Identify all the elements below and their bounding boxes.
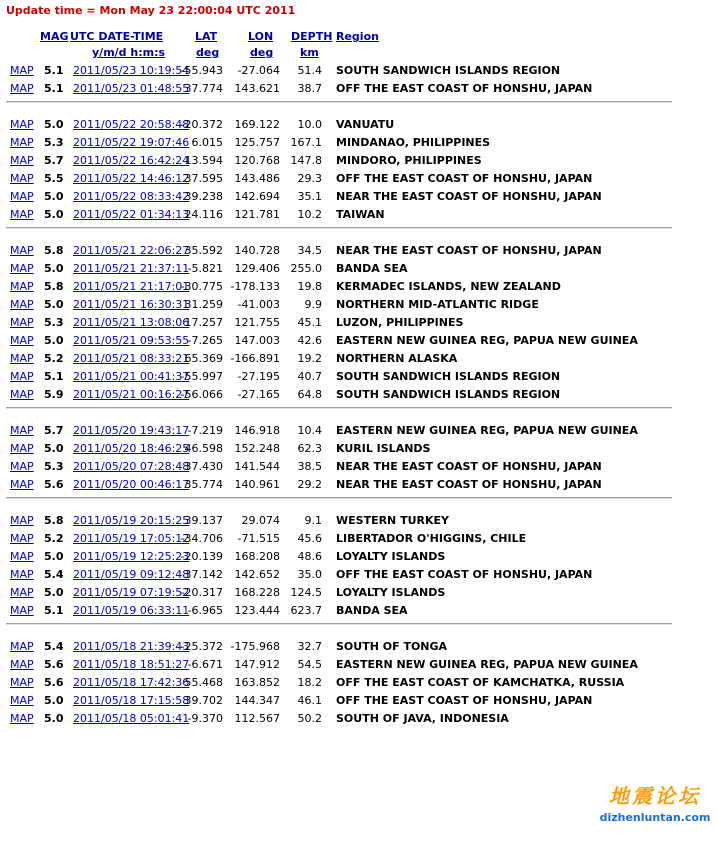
map-link[interactable]: MAP (10, 136, 34, 149)
map-link[interactable]: MAP (10, 370, 34, 383)
table-row (0, 658, 717, 676)
magnitude: 5.6 (44, 658, 64, 671)
depth: 255.0 (290, 262, 322, 275)
map-link[interactable]: MAP (10, 640, 34, 653)
depth: 35.0 (297, 568, 322, 581)
magnitude: 5.7 (44, 154, 64, 167)
depth-unit-link[interactable]: km (300, 46, 319, 59)
group-separator (0, 406, 717, 424)
depth: 29.3 (297, 172, 322, 185)
table-row (0, 604, 717, 622)
datetime-link[interactable]: 2011/05/19 12:25:23 (73, 550, 190, 563)
latitude: 13.594 (184, 154, 223, 167)
latitude: 39.137 (184, 514, 223, 527)
map-link[interactable]: MAP (10, 514, 34, 527)
depth: 32.7 (297, 640, 322, 653)
table-row (0, 136, 717, 154)
table-row (0, 532, 717, 550)
table-row (0, 118, 717, 136)
latitude: -30.775 (180, 280, 223, 293)
magnitude: 5.6 (44, 478, 64, 491)
longitude: 141.544 (234, 460, 280, 473)
datetime-link[interactable]: 2011/05/21 00:16:27 (73, 388, 190, 401)
region: NORTHERN ALASKA (336, 352, 458, 365)
depth: 10.2 (297, 208, 322, 221)
latitude: 37.774 (184, 82, 223, 95)
longitude: 121.781 (234, 208, 280, 221)
table-row (0, 370, 717, 388)
table-row (0, 676, 717, 694)
datetime-link[interactable]: 2011/05/20 00:46:17 (73, 478, 190, 491)
magnitude: 5.9 (44, 388, 64, 401)
map-link[interactable]: MAP (10, 82, 34, 95)
map-link[interactable]: MAP (10, 658, 34, 671)
depth: 45.6 (297, 532, 322, 545)
region: VANUATU (336, 118, 395, 131)
region: SOUTH SANDWICH ISLANDS REGION (336, 64, 561, 77)
day-group (0, 118, 717, 226)
depth-header-link[interactable]: DEPTH (291, 30, 333, 43)
watermark-cn: 地震论坛 (609, 784, 701, 808)
depth: 18.2 (297, 676, 322, 689)
magnitude: 5.8 (44, 244, 64, 257)
latitude: 65.369 (184, 352, 223, 365)
datetime-link[interactable]: 2011/05/23 10:19:54 (73, 64, 190, 77)
datetime-link[interactable]: 2011/05/21 21:37:11 (73, 262, 190, 275)
longitude: 142.694 (234, 190, 280, 203)
longitude: 129.406 (234, 262, 280, 275)
magnitude: 5.3 (44, 316, 64, 329)
map-link[interactable]: MAP (10, 694, 34, 707)
longitude: -175.968 (230, 640, 280, 653)
depth: 50.2 (297, 712, 322, 725)
magnitude: 5.1 (44, 64, 64, 77)
table-row (0, 424, 717, 442)
day-group (0, 640, 717, 730)
update-time: Update time = Mon May 23 22:00:04 UTC 2011 (6, 4, 296, 17)
magnitude: 5.0 (44, 334, 64, 347)
depth: 34.5 (297, 244, 322, 257)
map-link[interactable]: MAP (10, 172, 34, 185)
longitude: 142.652 (234, 568, 280, 581)
depth: 51.4 (297, 64, 322, 77)
table-row (0, 442, 717, 460)
magnitude: 5.1 (44, 82, 64, 95)
datetime-link[interactable]: 2011/05/19 09:12:48 (73, 568, 190, 581)
region: MINDANAO, PHILIPPINES (336, 136, 491, 149)
magnitude: 5.1 (44, 370, 64, 383)
table-row (0, 172, 717, 190)
longitude: 146.918 (234, 424, 280, 437)
longitude: 120.768 (234, 154, 280, 167)
region: WESTERN TURKEY (336, 514, 450, 527)
region: LUZON, PHILIPPINES (336, 316, 464, 329)
region: OFF THE EAST COAST OF HONSHU, JAPAN (336, 82, 593, 95)
table-row (0, 712, 717, 730)
magnitude: 5.7 (44, 424, 64, 437)
region: OFF THE EAST COAST OF HONSHU, JAPAN (336, 694, 593, 707)
latitude: -20.317 (180, 586, 223, 599)
map-link[interactable]: MAP (10, 568, 34, 581)
table-row (0, 298, 717, 316)
latitude: -7.219 (187, 424, 223, 437)
latitude: -56.066 (180, 388, 223, 401)
region: LIBERTADOR O'HIGGINS, CHILE (336, 532, 527, 545)
depth: 10.4 (297, 424, 322, 437)
day-group (0, 514, 717, 622)
region: NEAR THE EAST COAST OF HONSHU, JAPAN (336, 460, 602, 473)
datetime-link[interactable]: 2011/05/20 07:28:48 (73, 460, 190, 473)
datetime-link[interactable]: 2011/05/20 18:46:25 (73, 442, 190, 455)
region: SOUTH SANDWICH ISLANDS REGION (336, 370, 561, 383)
table-row (0, 550, 717, 568)
latitude: 37.430 (184, 460, 223, 473)
datetime-link[interactable]: 2011/05/21 13:08:06 (73, 316, 190, 329)
map-link[interactable]: MAP (10, 604, 34, 617)
latitude: 35.774 (184, 478, 223, 491)
magnitude: 5.0 (44, 712, 64, 725)
depth: 54.5 (297, 658, 322, 671)
latitude: -55.997 (180, 370, 223, 383)
map-link[interactable]: MAP (10, 586, 34, 599)
region: OFF THE EAST COAST OF KAMCHATKA, RUSSIA (336, 676, 625, 689)
region: KURIL ISLANDS (336, 442, 431, 455)
region: NEAR THE EAST COAST OF HONSHU, JAPAN (336, 478, 602, 491)
depth: 29.2 (297, 478, 322, 491)
map-link[interactable]: MAP (10, 424, 34, 437)
table-row (0, 694, 717, 712)
magnitude: 5.0 (44, 118, 64, 131)
latitude: 39.702 (184, 694, 223, 707)
depth: 46.1 (297, 694, 322, 707)
watermark-logo (596, 780, 714, 824)
quake-list (0, 64, 717, 730)
lat-header-link[interactable]: LAT (195, 30, 218, 43)
region: BANDA SEA (336, 604, 408, 617)
longitude: -71.515 (237, 532, 280, 545)
longitude: -166.891 (230, 352, 280, 365)
depth: 62.3 (297, 442, 322, 455)
table-row (0, 280, 717, 298)
depth: 45.1 (297, 316, 322, 329)
divider (6, 407, 672, 409)
magnitude: 5.4 (44, 568, 64, 581)
map-link[interactable]: MAP (10, 118, 34, 131)
depth: 42.6 (297, 334, 322, 347)
magnitude: 5.0 (44, 442, 64, 455)
datetime-link[interactable]: 2011/05/18 05:01:41 (73, 712, 190, 725)
table-row (0, 64, 717, 82)
region: NEAR THE EAST COAST OF HONSHU, JAPAN (336, 190, 602, 203)
region: OFF THE EAST COAST OF HONSHU, JAPAN (336, 568, 593, 581)
datetime-header-link[interactable]: UTC DATE-TIME (70, 30, 164, 43)
longitude: -41.003 (237, 298, 280, 311)
table-row (0, 640, 717, 658)
map-link[interactable]: MAP (10, 298, 34, 311)
map-link[interactable]: MAP (10, 334, 34, 347)
datetime-link[interactable]: 2011/05/21 22:06:27 (73, 244, 190, 257)
latitude: -20.139 (180, 550, 223, 563)
region: OFF THE EAST COAST OF HONSHU, JAPAN (336, 172, 593, 185)
table-row (0, 154, 717, 172)
longitude: 152.248 (234, 442, 280, 455)
magnitude: 5.0 (44, 298, 64, 311)
region: KERMADEC ISLANDS, NEW ZEALAND (336, 280, 561, 293)
longitude: 147.912 (234, 658, 280, 671)
longitude: -27.195 (237, 370, 280, 383)
longitude: 144.347 (234, 694, 280, 707)
divider (6, 227, 672, 229)
table-row (0, 388, 717, 406)
map-link[interactable]: MAP (10, 550, 34, 563)
longitude: 140.961 (234, 478, 280, 491)
depth: 10.0 (297, 118, 322, 131)
region: SOUTH SANDWICH ISLANDS REGION (336, 388, 561, 401)
depth: 9.9 (304, 298, 322, 311)
datetime-link[interactable]: 2011/05/19 20:15:25 (73, 514, 190, 527)
longitude: 168.228 (234, 586, 280, 599)
table-row (0, 208, 717, 226)
map-link[interactable]: MAP (10, 316, 34, 329)
magnitude: 5.0 (44, 694, 64, 707)
region: NORTHERN MID-ATLANTIC RIDGE (336, 298, 539, 311)
table-row (0, 244, 717, 262)
table-row (0, 586, 717, 604)
longitude: 168.208 (234, 550, 280, 563)
table-row (0, 478, 717, 496)
depth: 64.8 (297, 388, 322, 401)
depth: 38.5 (297, 460, 322, 473)
datetime-link[interactable]: 2011/05/19 17:05:12 (73, 532, 190, 545)
longitude: -178.133 (230, 280, 280, 293)
region: LOYALTY ISLANDS (336, 586, 446, 599)
magnitude: 5.3 (44, 136, 64, 149)
datetime-link[interactable]: 2011/05/18 17:15:58 (73, 694, 190, 707)
magnitude: 5.1 (44, 604, 64, 617)
lon-unit-link[interactable]: deg (250, 46, 274, 59)
group-separator (0, 100, 717, 118)
region-header-link[interactable]: Region (336, 30, 379, 43)
magnitude: 5.0 (44, 190, 64, 203)
longitude: 121.755 (234, 316, 280, 329)
magnitude: 5.8 (44, 514, 64, 527)
map-link[interactable]: MAP (10, 280, 34, 293)
map-link[interactable]: MAP (10, 154, 34, 167)
datetime-link[interactable]: 2011/05/22 01:34:13 (73, 208, 190, 221)
latitude: 24.116 (184, 208, 223, 221)
datetime-link[interactable]: 2011/05/22 20:58:48 (73, 118, 190, 131)
magnitude: 5.0 (44, 208, 64, 221)
datetime-link[interactable]: 2011/05/23 01:48:55 (73, 82, 190, 95)
map-link[interactable]: MAP (10, 352, 34, 365)
magnitude: 5.4 (44, 640, 64, 653)
longitude: -27.165 (237, 388, 280, 401)
longitude: 143.621 (234, 82, 280, 95)
longitude: 29.074 (241, 514, 280, 527)
map-link[interactable]: MAP (10, 478, 34, 491)
table-row (0, 334, 717, 352)
table-row (0, 190, 717, 208)
magnitude: 5.6 (44, 676, 64, 689)
datetime-link[interactable]: 2011/05/21 16:30:31 (73, 298, 190, 311)
longitude: 123.444 (234, 604, 280, 617)
map-link[interactable]: MAP (10, 532, 34, 545)
datetime-link[interactable]: 2011/05/21 21:17:01 (73, 280, 190, 293)
map-link[interactable]: MAP (10, 262, 34, 275)
table-row (0, 316, 717, 334)
datetime-link[interactable]: 2011/05/22 16:42:24 (73, 154, 190, 167)
lon-header-link[interactable]: LON (248, 30, 274, 43)
region: EASTERN NEW GUINEA REG, PAPUA NEW GUINEA (336, 424, 638, 437)
longitude: 163.852 (234, 676, 280, 689)
magnitude: 5.0 (44, 550, 64, 563)
map-link[interactable]: MAP (10, 190, 34, 203)
latitude: -7.265 (187, 334, 223, 347)
latitude: -25.372 (180, 640, 223, 653)
table-row (0, 262, 717, 280)
depth: 124.5 (290, 586, 322, 599)
region: EASTERN NEW GUINEA REG, PAPUA NEW GUINEA (336, 658, 638, 671)
table-row (0, 352, 717, 370)
latitude: 37.142 (184, 568, 223, 581)
latitude: -6.965 (187, 604, 223, 617)
latitude: 17.257 (184, 316, 223, 329)
latitude: -5.821 (187, 262, 223, 275)
magnitude: 5.8 (44, 280, 64, 293)
magnitude: 5.5 (44, 172, 64, 185)
datetime-link[interactable]: 2011/05/21 00:41:37 (73, 370, 190, 383)
divider (6, 497, 672, 499)
map-link[interactable]: MAP (10, 208, 34, 221)
region: BANDA SEA (336, 262, 408, 275)
depth: 48.6 (297, 550, 322, 563)
datetime-link[interactable]: 2011/05/22 19:07:46 (73, 136, 190, 149)
divider (6, 101, 672, 103)
datetime-link[interactable]: 2011/05/22 08:33:42 (73, 190, 190, 203)
depth: 40.7 (297, 370, 322, 383)
latitude: 46.598 (184, 442, 223, 455)
group-separator (0, 226, 717, 244)
depth: 19.8 (297, 280, 322, 293)
magnitude: 5.0 (44, 586, 64, 599)
region: TAIWAN (336, 208, 385, 221)
magnitude: 5.2 (44, 532, 64, 545)
depth: 623.7 (290, 604, 322, 617)
region: LOYALTY ISLANDS (336, 550, 446, 563)
region: SOUTH OF TONGA (336, 640, 448, 653)
datetime-link[interactable]: 2011/05/19 07:19:52 (73, 586, 190, 599)
region: SOUTH OF JAVA, INDONESIA (336, 712, 509, 725)
latitude: -9.370 (187, 712, 223, 725)
latitude: 6.015 (191, 136, 223, 149)
table-row (0, 514, 717, 532)
table-row (0, 82, 717, 100)
depth: 19.2 (297, 352, 322, 365)
latitude: 37.595 (184, 172, 223, 185)
watermark-url: dizhenluntan.com (599, 811, 711, 824)
map-link[interactable]: MAP (10, 442, 34, 455)
map-link[interactable]: MAP (10, 712, 34, 725)
table-header (0, 30, 717, 62)
region: EASTERN NEW GUINEA REG, PAPUA NEW GUINEA (336, 334, 638, 347)
datetime-link[interactable]: 2011/05/21 09:53:55 (73, 334, 190, 347)
datetime-link[interactable]: 2011/05/20 19:43:17 (73, 424, 190, 437)
latitude: -34.706 (180, 532, 223, 545)
divider (6, 623, 672, 625)
latitude: -6.671 (187, 658, 223, 671)
datetime-format-link[interactable]: y/m/d h:m:s (92, 46, 166, 59)
group-separator (0, 496, 717, 514)
datetime-link[interactable]: 2011/05/18 21:39:43 (73, 640, 190, 653)
latitude: -55.943 (180, 64, 223, 77)
latitude: 31.259 (184, 298, 223, 311)
magnitude: 5.3 (44, 460, 64, 473)
map-link[interactable]: MAP (10, 388, 34, 401)
longitude: 125.757 (234, 136, 280, 149)
region: NEAR THE EAST COAST OF HONSHU, JAPAN (336, 244, 602, 257)
day-group (0, 424, 717, 496)
group-separator (0, 622, 717, 640)
latitude: 55.468 (184, 676, 223, 689)
latitude: 35.592 (184, 244, 223, 257)
magnitude: 5.2 (44, 352, 64, 365)
datetime-link[interactable]: 2011/05/18 17:42:36 (73, 676, 190, 689)
datetime-link[interactable]: 2011/05/21 08:33:21 (73, 352, 190, 365)
longitude: 169.122 (234, 118, 280, 131)
lat-unit-link[interactable]: deg (196, 46, 220, 59)
latitude: 39.238 (184, 190, 223, 203)
datetime-link[interactable]: 2011/05/18 18:51:27 (73, 658, 190, 671)
magnitude: 5.0 (44, 262, 64, 275)
datetime-link[interactable]: 2011/05/22 14:46:12 (73, 172, 190, 185)
depth: 35.1 (297, 190, 322, 203)
map-link[interactable]: MAP (10, 244, 34, 257)
map-link[interactable]: MAP (10, 460, 34, 473)
latitude: -20.372 (180, 118, 223, 131)
map-link[interactable]: MAP (10, 64, 34, 77)
day-group (0, 244, 717, 406)
longitude: 147.003 (234, 334, 280, 347)
datetime-link[interactable]: 2011/05/19 06:33:11 (73, 604, 190, 617)
longitude: 143.486 (234, 172, 280, 185)
depth: 147.8 (290, 154, 322, 167)
table-row (0, 568, 717, 586)
depth: 167.1 (290, 136, 322, 149)
depth: 38.7 (297, 82, 322, 95)
region: MINDORO, PHILIPPINES (336, 154, 482, 167)
longitude: 140.728 (234, 244, 280, 257)
map-link[interactable]: MAP (10, 676, 34, 689)
depth: 9.1 (304, 514, 322, 527)
mag-header-link[interactable]: MAG (40, 30, 69, 43)
longitude: -27.064 (237, 64, 280, 77)
table-row (0, 460, 717, 478)
day-group (0, 64, 717, 100)
longitude: 112.567 (234, 712, 280, 725)
